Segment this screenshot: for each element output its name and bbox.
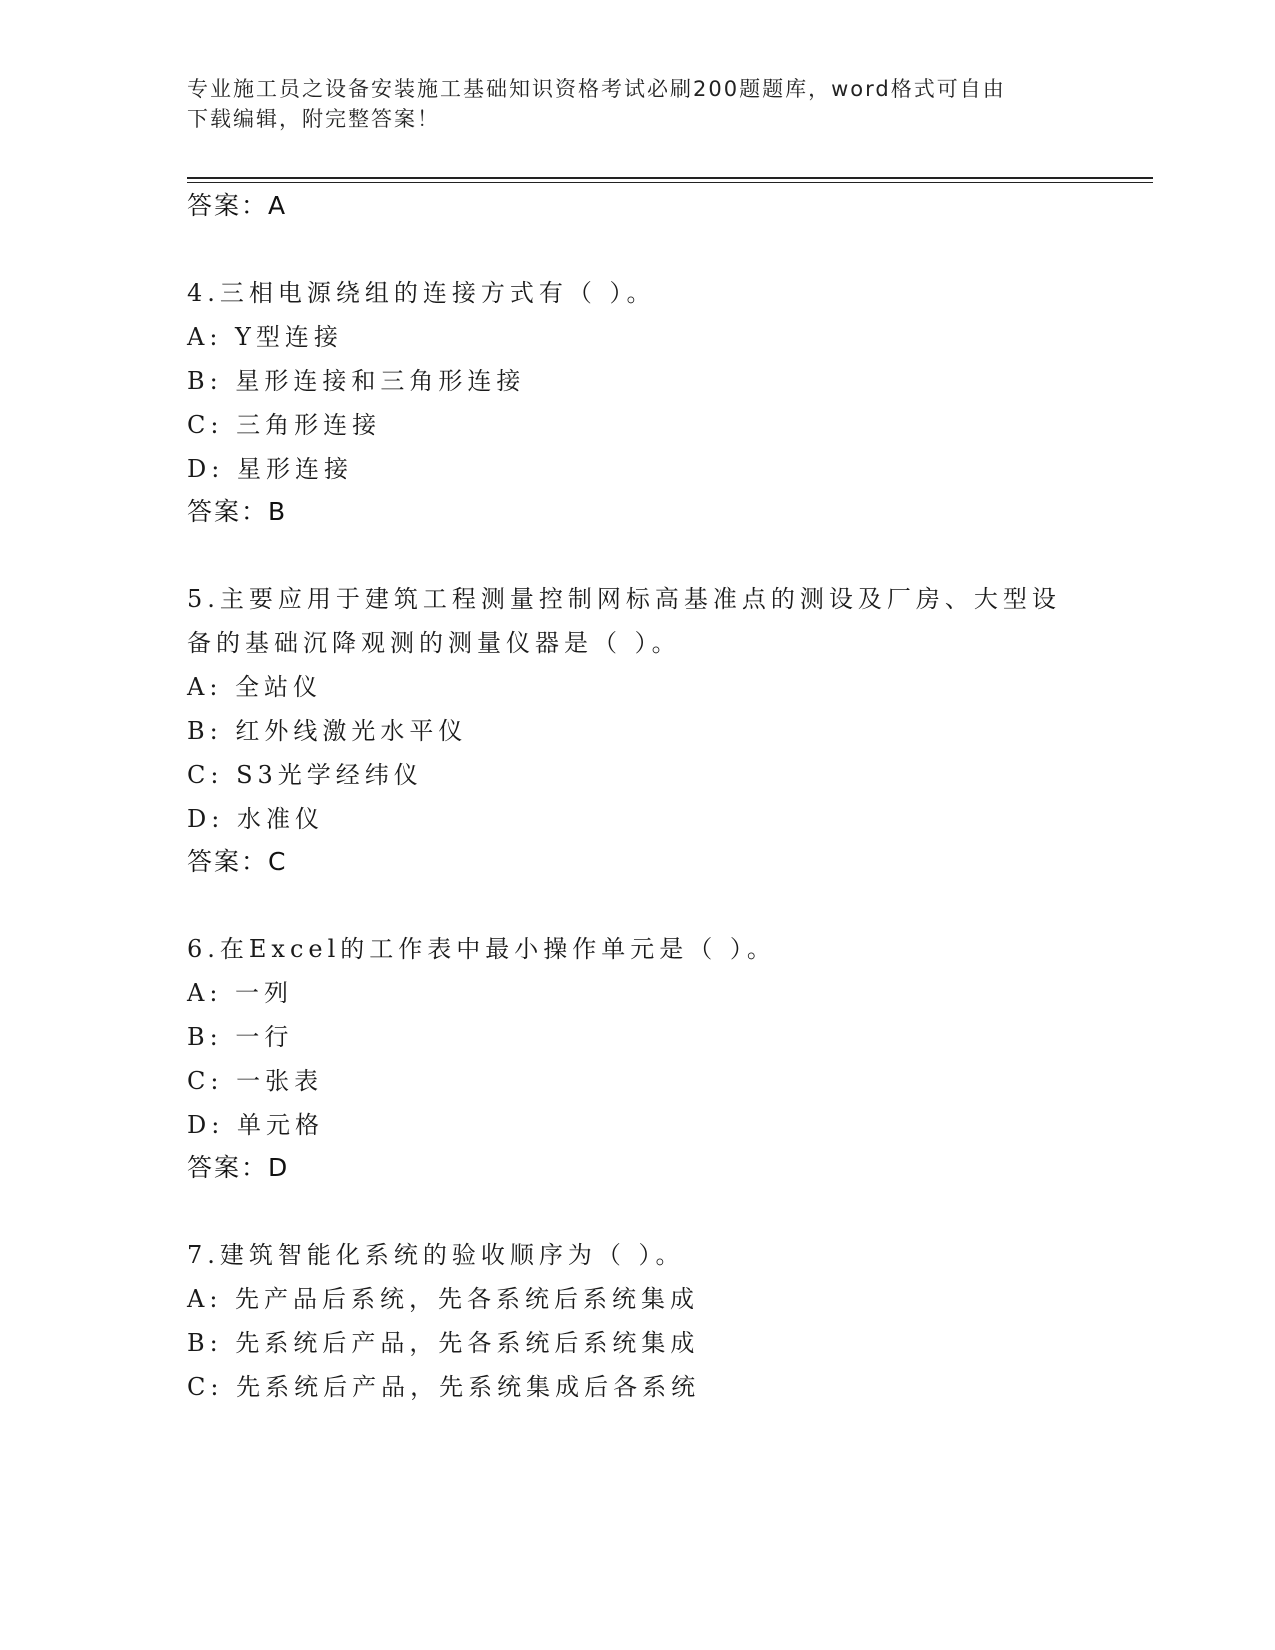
question-4-option-a: A: Y型连接 — [187, 323, 343, 351]
answer-previous: 答案：A — [187, 191, 288, 220]
question-6-option-c: C: 一张表 — [187, 1067, 324, 1095]
question-7-option-a: A: 先产品后系统，先各系统后系统集成 — [187, 1285, 700, 1313]
question-5-text-line-2: 备的基础沉降观测的测量仪器是（ ）。 — [187, 629, 681, 657]
header-divider-thick — [187, 177, 1153, 179]
question-5-answer: 答案：C — [187, 847, 288, 876]
question-6-option-b: B: 一行 — [187, 1023, 294, 1051]
question-4-answer: 答案：B — [187, 497, 288, 526]
header-line-2: 下载编辑，附完整答案！ — [187, 107, 440, 131]
question-4-option-c: C: 三角形连接 — [187, 411, 382, 439]
question-6-option-d: D: 单元格 — [187, 1111, 324, 1139]
question-5-option-c: C: S3光学经纬仪 — [187, 761, 423, 789]
document-header — [187, 74, 1067, 134]
question-7-text: 7.建筑智能化系统的验收顺序为（ ）。 — [187, 1241, 685, 1269]
header-divider-thin — [187, 182, 1153, 183]
question-5-option-a: A: 全站仪 — [187, 673, 323, 701]
question-4-option-d: D: 星形连接 — [187, 455, 353, 483]
question-4-text: 4.三相电源绕组的连接方式有（ ）。 — [187, 279, 656, 307]
question-5-option-b: B: 红外线激光水平仪 — [187, 717, 468, 745]
question-6-option-a: A: 一列 — [187, 979, 294, 1007]
question-5-option-d: D: 水准仪 — [187, 805, 324, 833]
header-line-1: 专业施工员之设备安装施工基础知识资格考试必刷200题题库，word格式可自由 — [187, 77, 1006, 101]
question-5-text-line-1: 5.主要应用于建筑工程测量控制网标高基准点的测设及厂房、大型设 — [187, 585, 1061, 613]
question-7-option-c: C: 先系统后产品，先系统集成后各系统 — [187, 1373, 701, 1401]
question-4-option-b: B: 星形连接和三角形连接 — [187, 367, 526, 395]
question-6-text: 6.在Excel的工作表中最小操作单元是（ ）。 — [187, 935, 776, 963]
question-6-answer: 答案：D — [187, 1153, 290, 1182]
question-7-option-b: B: 先系统后产品，先各系统后系统集成 — [187, 1329, 700, 1357]
